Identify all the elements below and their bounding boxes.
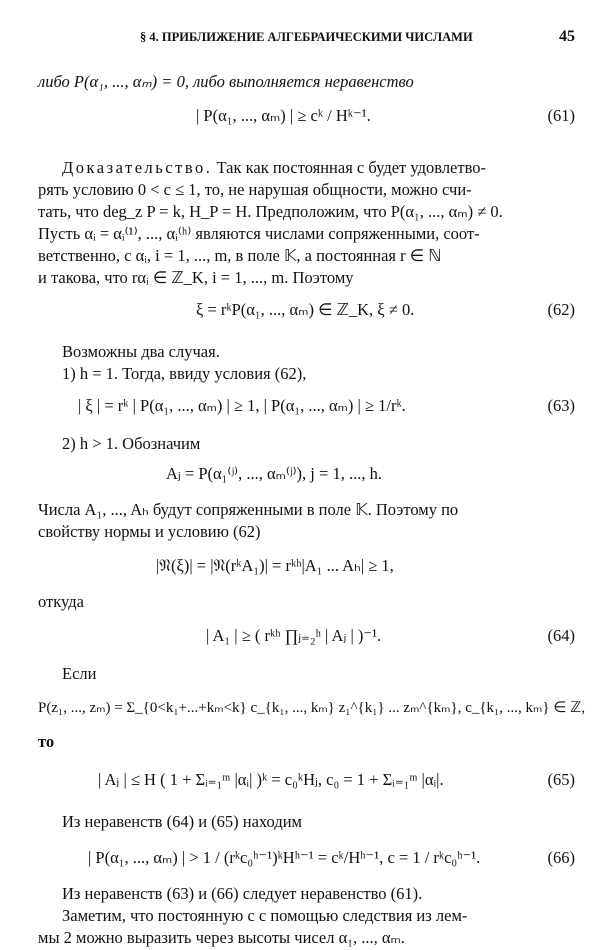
conclusion: Из неравенств (63) и (66) следует неравенство (61). bbox=[62, 884, 423, 903]
proof-line-6: и такова, что rαᵢ ∈ ℤ_K, i = 1, ..., m. Поэтому bbox=[38, 268, 354, 287]
note-line-2: мы 2 можно выразить через высоты чисел α₁, ..., αₘ. bbox=[38, 928, 405, 947]
formula-aj: Aⱼ = P(α₁⁽ʲ⁾, ..., αₘ⁽ʲ⁾), j = 1, ..., h. bbox=[166, 464, 382, 483]
case-2: 2) h > 1. Обозначим bbox=[62, 434, 201, 453]
proof-line-5: ветственно, с αᵢ, i = 1, ..., m, в поле 𝕂, а постоянная r ∈ ℕ bbox=[38, 246, 442, 265]
formula-sum: P(z₁, ..., zₘ) = Σ_{0<k₁+...+kₘ<k} c_{k₁, ..., kₘ} z₁^{k₁} ... zₘ^{kₘ}, c_{k₁, ..., kₘ} ∈ ℤ, bbox=[38, 700, 586, 716]
equation-number-62: (62) bbox=[547, 300, 575, 319]
formula-62: ξ = rᵏP(α₁, ..., αₘ) ∈ ℤ_K, ξ ≠ 0. bbox=[196, 300, 415, 319]
formula-65: | Aⱼ | ≤ H ( 1 + Σᵢ₌₁ᵐ |αᵢ| )ᵏ = c₀ᵏHⱼ, c₀ = 1 + Σᵢ₌₁ᵐ |αᵢ|. bbox=[98, 770, 444, 789]
proof-line-4: Пусть αᵢ = αᵢ⁽¹⁾, ..., αᵢ⁽ʰ⁾ являются числами сопряженными, соот- bbox=[38, 224, 480, 243]
equation-number-65: (65) bbox=[547, 770, 575, 789]
then-line: то bbox=[38, 732, 55, 751]
equation-number-66: (66) bbox=[547, 848, 575, 867]
if-line: Если bbox=[62, 664, 97, 683]
paragraph-2-line-1: Числа A₁, ..., Aₕ будут сопряженными в поле 𝕂. Поэтому по bbox=[38, 500, 459, 519]
formula-66: | P(α₁, ..., αₘ) | > 1 / (rᵏc₀ʰ⁻¹)ᵏHʰ⁻¹ = cᵏ/Hʰ⁻¹, c = 1 / rᵏc₀ʰ⁻¹. bbox=[88, 848, 481, 867]
case-1: 1) h = 1. Тогда, ввиду условия (62), bbox=[62, 364, 307, 383]
equation-number-61: (61) bbox=[547, 106, 575, 125]
proof-line-3: тать, что deg_z P = k, H_P = H. Предположим, что P(α₁, ..., αₘ) ≠ 0. bbox=[38, 202, 503, 221]
proof-heading: Доказательство. bbox=[62, 158, 213, 177]
equation-number-64: (64) bbox=[547, 626, 575, 645]
formula-norm: |𝔑(ξ)| = |𝔑(rᵏA₁)| = rᵏʰ|A₁ ... Aₕ| ≥ 1, bbox=[156, 556, 394, 575]
cases-intro: Возможны два случая. bbox=[62, 342, 220, 361]
section-title: § 4. ПРИБЛИЖЕНИЕ АЛГЕБРАИЧЕСКИМИ ЧИСЛАМИ bbox=[140, 30, 473, 44]
proof-line-1 bbox=[62, 158, 578, 178]
intro-line: либо P(α₁, ..., αₘ) = 0, либо выполняется неравенство bbox=[38, 72, 414, 91]
formula-64: | A₁ | ≥ ( rᵏʰ ∏ⱼ₌₂ʰ | Aⱼ | )⁻¹. bbox=[206, 626, 382, 645]
proof-line-2: рять условию 0 < c ≤ 1, то, не нарушая общности, можно счи- bbox=[38, 180, 472, 199]
page-number: 45 bbox=[559, 28, 575, 45]
formula-61: | P(α₁, ..., αₘ) | ≥ cᵏ / Hᵏ⁻¹. bbox=[196, 106, 371, 125]
note-line-1: Заметим, что постоянную c с помощью следствия из лем- bbox=[62, 906, 468, 925]
equation-number-63: (63) bbox=[547, 396, 575, 415]
whence: откуда bbox=[38, 592, 84, 611]
paragraph-2-line-2: свойству нормы и условию (62) bbox=[38, 522, 261, 541]
from-64-65: Из неравенств (64) и (65) находим bbox=[62, 812, 302, 831]
running-header bbox=[0, 30, 611, 50]
proof-line-1-text: Так как постоянная c будет удовлетво- bbox=[212, 158, 487, 177]
formula-63: | ξ | = rᵏ | P(α₁, ..., αₘ) | ≥ 1, | P(α₁, ..., αₘ) | ≥ 1/rᵏ. bbox=[78, 396, 406, 415]
